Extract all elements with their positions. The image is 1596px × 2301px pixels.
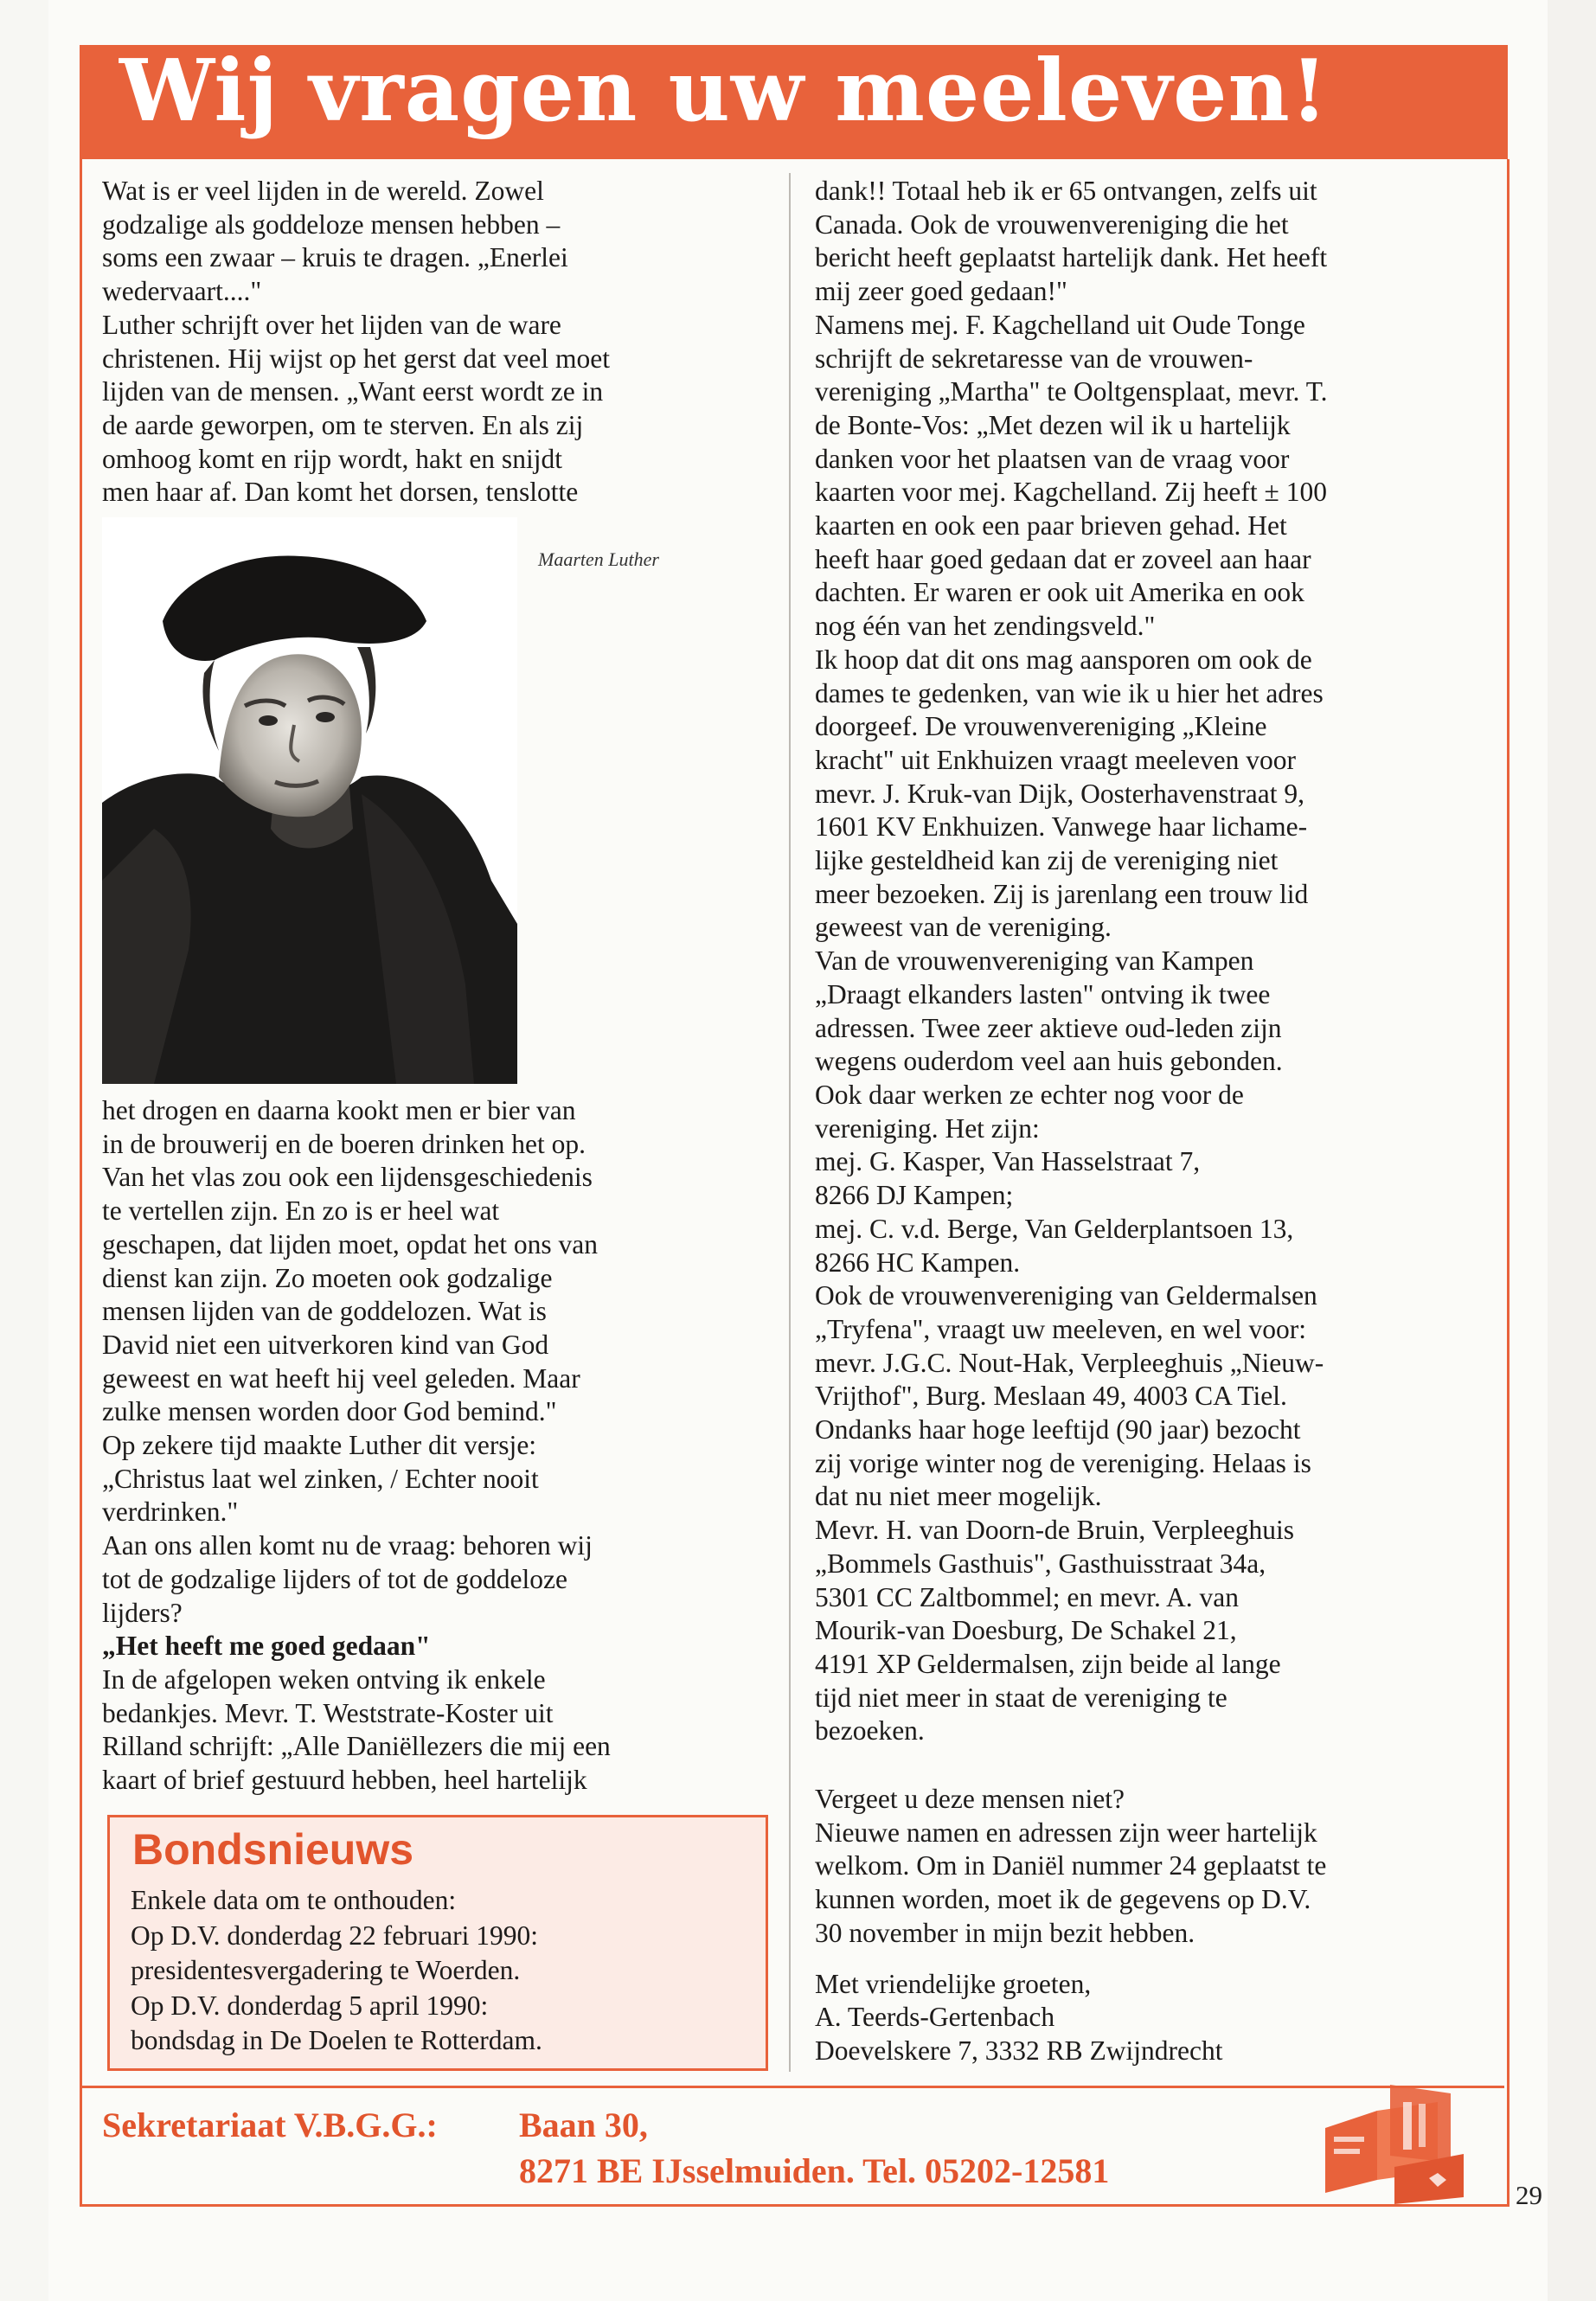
text-line: kaart of brief gestuurd hebben, heel hartelijk bbox=[102, 1765, 587, 1796]
text-line: geweest van de vereniging. bbox=[815, 912, 1112, 943]
left-column-continued bbox=[102, 1094, 764, 1798]
text-line: bericht heeft geplaatst hartelijk dank. Het heeft bbox=[815, 242, 1328, 273]
text-line: 8266 HC Kampen. bbox=[815, 1247, 1021, 1278]
bondsnieuws-box bbox=[107, 1815, 768, 2071]
text-line: „Draagt elkanders lasten" ontving ik twee bbox=[815, 978, 1271, 1009]
logo-graphic bbox=[1308, 2076, 1472, 2206]
text-line: doorgeef. De vrouwenvereniging „Kleine bbox=[815, 711, 1267, 742]
text-line: wedervaart...." bbox=[102, 276, 262, 307]
bondsnieuws-title: Bondsnieuws bbox=[132, 1825, 414, 1874]
text-line: 4191 XP Geldermalsen, zijn beide al lange bbox=[815, 1648, 1281, 1679]
footer-address-line2: 8271 BE IJsselmuiden. Tel. 05202-12581 bbox=[519, 2151, 1110, 2190]
text-line: zulke mensen worden door God bemind." bbox=[102, 1396, 557, 1427]
text-line: vereniging „Martha" te Ooltgensplaat, mevr. T. bbox=[815, 376, 1328, 407]
text-line: kunnen worden, moet ik de gegevens op D.V. bbox=[815, 1884, 1311, 1915]
text-line: Aan ons allen komt nu de vraag: behoren wij bbox=[102, 1530, 593, 1561]
text-line: Van het vlas zou ook een lijdensgeschiedenis bbox=[102, 1162, 593, 1193]
text-line: Mevr. H. van Doorn-de Bruin, Verpleeghuis bbox=[815, 1515, 1295, 1546]
text-line: welkom. Om in Daniël nummer 24 geplaatst te bbox=[815, 1850, 1327, 1881]
text-line: men haar af. Dan komt het dorsen, tenslotte bbox=[102, 477, 579, 508]
text-line: christenen. Hij wijst op het gerst dat veel moet bbox=[102, 343, 610, 374]
text-line: 30 november in mijn bezit hebben. bbox=[815, 1917, 1195, 1948]
text-line: lijke gesteldheid kan zij de vereniging niet bbox=[815, 845, 1279, 876]
text-line: dachten. Er waren er ook uit Amerika en ook bbox=[815, 577, 1304, 608]
text-line: lijders? bbox=[102, 1597, 183, 1628]
text-line: Ook daar werken ze echter nog voor de bbox=[815, 1079, 1244, 1110]
right-column bbox=[815, 175, 1485, 2068]
text-line: kaarten voor mej. Kagchelland. Zij heeft ± 100 bbox=[815, 477, 1327, 508]
text-line: Op zekere tijd maakte Luther dit versje: bbox=[102, 1430, 537, 1461]
text-line: soms een zwaar – kruis te dragen. „Enerlei bbox=[102, 242, 568, 273]
text-line: de aarde geworpen, om te sterven. En als zij bbox=[102, 409, 584, 440]
portrait-caption: Maarten Luther bbox=[538, 548, 659, 570]
text-line: de Bonte-Vos: „Met dezen wil ik u hartelijk bbox=[815, 409, 1291, 440]
paragraph-gap bbox=[815, 1748, 1485, 1783]
page-number: 29 bbox=[1516, 2180, 1542, 2210]
text-line: „Bommels Gasthuis", Gasthuisstraat 34a, bbox=[815, 1548, 1266, 1579]
text-line: schrijft de sekretaresse van de vrouwen- bbox=[815, 343, 1253, 374]
footer-divider bbox=[80, 2086, 1504, 2088]
luther-portrait-image bbox=[102, 517, 517, 1084]
text-line: in de brouwerij en de boeren drinken het op. bbox=[102, 1128, 586, 1159]
bookshelf-logo-icon bbox=[1308, 2076, 1472, 2206]
page-binding-edge bbox=[0, 0, 51, 2301]
text-line: „Tryfena", vraagt uw meeleven, en wel voor: bbox=[815, 1313, 1306, 1344]
signature-name: A. Teerds-Gertenbach bbox=[815, 2002, 1055, 2033]
text-line: mej. C. v.d. Berge, Van Gelderplantsoen 13, bbox=[815, 1213, 1294, 1244]
text-line: bezoeken. bbox=[815, 1715, 925, 1747]
text-line: dank!! Totaal heb ik er 65 ontvangen, zelfs uit bbox=[815, 176, 1317, 206]
text-line: geweest en wat heeft hij veel geleden. Maar bbox=[102, 1362, 580, 1394]
text-line: te vertellen zijn. En zo is er heel wat bbox=[102, 1195, 500, 1227]
text-line: bondsdag in De Doelen te Rotterdam. bbox=[131, 2025, 542, 2055]
text-line: meer bezoeken. Zij is jarenlang een trouw lid bbox=[815, 878, 1309, 909]
text-line: Van de vrouwenvereniging van Kampen bbox=[815, 945, 1254, 977]
text-line: zij vorige winter nog de vereniging. Helaas is bbox=[815, 1447, 1311, 1478]
text-line: kracht" uit Enkhuizen vraagt meeleven voor bbox=[815, 744, 1297, 775]
text-line: geschapen, dat lijden moet, opdat het ons van bbox=[102, 1228, 598, 1259]
text-line: Canada. Ook de vrouwenvereniging die het bbox=[815, 208, 1289, 240]
text-line: Rilland schrijft: „Alle Daniëllezers die mij een bbox=[102, 1731, 611, 1762]
text-line: Vergeet u deze mensen niet? bbox=[815, 1784, 1125, 1815]
text-line: Op D.V. donderdag 22 februari 1990: bbox=[131, 1920, 538, 1951]
text-line: In de afgelopen weken ontving ik enkele bbox=[102, 1663, 546, 1695]
text-line: het drogen en daarna kookt men er bier van bbox=[102, 1095, 576, 1125]
text-line: vereniging. Het zijn: bbox=[815, 1112, 1040, 1144]
text-line: mij zeer goed gedaan!" bbox=[815, 276, 1067, 307]
text-line: Nieuwe namen en adressen zijn weer hartelijk bbox=[815, 1817, 1317, 1848]
bondsnieuws-text bbox=[131, 1883, 753, 2059]
text-line: verdrinken." bbox=[102, 1497, 239, 1528]
text-line: kaarten en ook een paar brieven gehad. Het bbox=[815, 510, 1287, 542]
text-line: mej. G. Kasper, Van Hasselstraat 7, bbox=[815, 1146, 1201, 1177]
text-line: omhoog komt en rijp wordt, hakt en snijdt bbox=[102, 443, 562, 474]
text-line: Luther schrijft over het lijden van de ware bbox=[102, 309, 561, 340]
text-line: „Christus laat wel zinken, / Echter nooit bbox=[102, 1463, 539, 1494]
text-line: 5301 CC Zaltbommel; en mevr. A. van bbox=[815, 1581, 1239, 1612]
paragraph-gap bbox=[815, 1951, 1485, 1968]
text-line: Enkele data om te onthouden: bbox=[131, 1885, 457, 1915]
text-line: mensen lijden van de goddelozen. Wat is bbox=[102, 1296, 547, 1327]
footer-secretariat-label: Sekretariaat V.B.G.G.: bbox=[102, 2106, 438, 2144]
footer-address-line1: Baan 30, bbox=[519, 2106, 648, 2144]
text-line: Wat is er veel lijden in de wereld. Zowel bbox=[102, 176, 544, 206]
section-subheading: „Het heeft me goed gedaan" bbox=[102, 1631, 431, 1662]
text-line: Vrijthof", Burg. Meslaan 49, 4003 CA Tiel. bbox=[815, 1381, 1287, 1412]
text-line: tot de godzalige lijders of tot de goddeloze bbox=[102, 1563, 567, 1594]
text-line: mevr. J. Kruk-van Dijk, Oosterhavenstraat 9, bbox=[815, 778, 1304, 809]
text-line: Ik hoop dat dit ons mag aansporen om ook de bbox=[815, 644, 1312, 675]
text-line: Namens mej. F. Kagchelland uit Oude Tonge bbox=[815, 309, 1305, 340]
closing-greeting: Met vriendelijke groeten, bbox=[815, 1968, 1092, 1999]
text-line: lijden van de mensen. „Want eerst wordt ze in bbox=[102, 376, 604, 407]
column-divider bbox=[789, 173, 791, 2072]
text-line: godzalige als goddeloze mensen hebben – bbox=[102, 208, 561, 240]
text-line: Ook de vrouwenvereniging van Geldermalsen bbox=[815, 1280, 1317, 1311]
text-line: heeft haar goed gedaan dat er zoveel aan haar bbox=[815, 543, 1311, 574]
text-line: dames te gedenken, van wie ik u hier het adres bbox=[815, 677, 1324, 708]
page-title: Wij vragen uw meeleven! bbox=[119, 42, 1329, 141]
text-line: danken voor het plaatsen van de vraag voor bbox=[815, 443, 1290, 474]
text-line: adressen. Twee zeer aktieve oud-leden zijn bbox=[815, 1012, 1282, 1043]
text-line: tijd niet meer in staat de vereniging te bbox=[815, 1682, 1227, 1713]
text-line: presidentesvergadering te Woerden. bbox=[131, 1955, 521, 1985]
left-column-intro bbox=[102, 175, 764, 510]
text-line: Mourik-van Doesburg, De Schakel 21, bbox=[815, 1615, 1237, 1646]
portrait-engraving bbox=[102, 517, 517, 1084]
text-line: wegens ouderdom veel aan huis gebonden. bbox=[815, 1046, 1283, 1077]
signature-address: Doevelskere 7, 3332 RB Zwijndrecht bbox=[815, 2035, 1223, 2066]
text-line: Op D.V. donderdag 5 april 1990: bbox=[131, 1990, 489, 2021]
text-line: Ondanks haar hoge leeftijd (90 jaar) bezocht bbox=[815, 1414, 1301, 1445]
text-line: bedankjes. Mevr. T. Weststrate-Koster uit bbox=[102, 1697, 554, 1728]
header-banner bbox=[80, 42, 1508, 159]
text-line: nog één van het zendingsveld." bbox=[815, 611, 1156, 642]
text-line: 1601 KV Enkhuizen. Vanwege haar lichame- bbox=[815, 811, 1308, 843]
text-line: dat nu niet meer mogelijk. bbox=[815, 1481, 1102, 1512]
text-line: 8266 DJ Kampen; bbox=[815, 1180, 1014, 1211]
text-line: mevr. J.G.C. Nout-Hak, Verpleeghuis „Nieuw- bbox=[815, 1347, 1324, 1378]
text-line: dienst kan zijn. Zo moeten ook godzalige bbox=[102, 1262, 553, 1293]
text-line: David niet een uitverkoren kind van God bbox=[102, 1329, 549, 1360]
